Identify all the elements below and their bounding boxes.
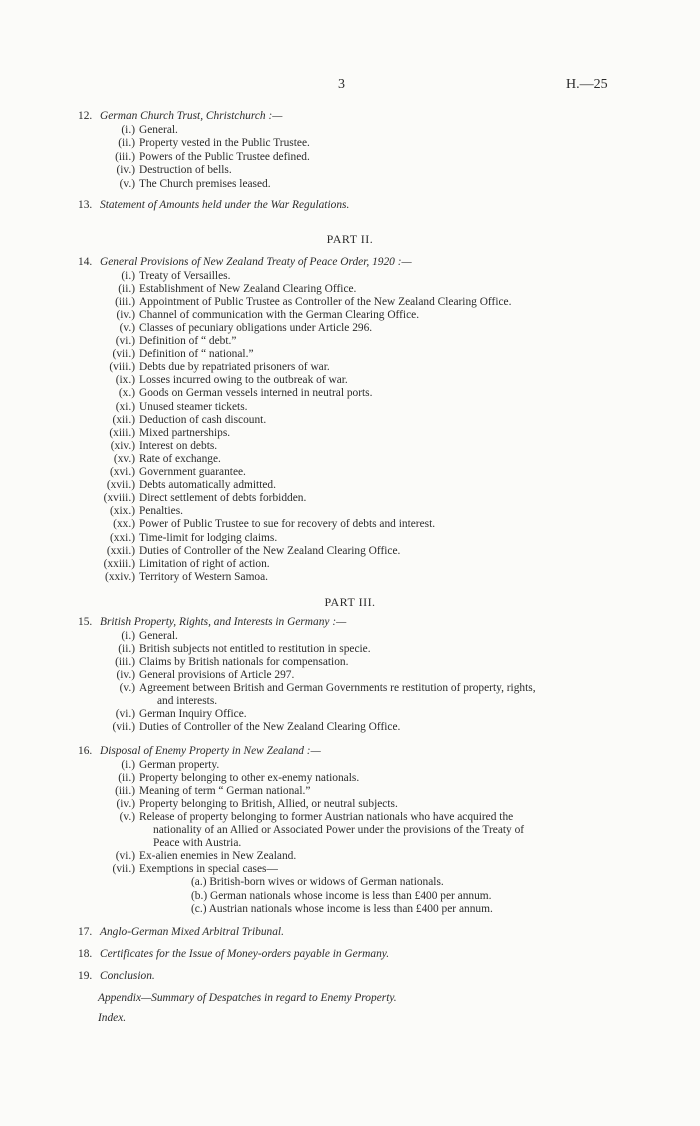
list-item-continuation: nationality of an Allied or Associated Power under the provisions of the Treaty of	[153, 824, 525, 836]
list-item: (ix.) Losses incurred owing to the outbreak of war.	[115, 374, 348, 387]
list-item: (vi.) Ex-alien enemies in New Zealand.	[115, 850, 297, 863]
list-item: (v.) The Church premises leased.	[119, 177, 271, 190]
list-item: (vi.) Definition of “ debt.”	[115, 335, 237, 347]
list-item: (iv.) General provisions of Article 297.	[116, 668, 295, 681]
section-12-heading: 12. German Church Trust, Christchurch :—	[78, 110, 283, 122]
appendix-line: Appendix—Summary of Despatches in regard to Enemy Property.	[98, 992, 397, 1004]
list-item: (vi.) German Inquiry Office.	[115, 708, 247, 721]
list-item: (ii.) Property vested in the Public Trustee.	[118, 137, 310, 149]
list-item: (i.) General.	[121, 123, 178, 136]
list-item: (viii.) Debts due by repatriated prisoners of war.	[109, 361, 330, 374]
list-item: (i.) Treaty of Versailles.	[121, 269, 231, 282]
list-item: (iv.) Property belonging to British, Allied, or neutral subjects.	[116, 797, 398, 810]
list-item-continuation: and interests.	[157, 695, 218, 707]
list-item: (i.) German property.	[121, 758, 220, 771]
list-item: (xx.) Power of Public Trustee to sue for recovery of debts and interest.	[113, 518, 436, 531]
section-19-heading: 19. Conclusion.	[78, 970, 155, 982]
list-item: (iii.) Meaning of term “ German national.”	[115, 784, 311, 797]
list-item: (v.) Release of property belonging to former Austrian nationals who have acquired the	[119, 810, 514, 823]
list-item: (x.) Goods on German vessels interned in neutral ports.	[118, 387, 373, 400]
list-item: (vii.) Duties of Controller of the New Zealand Clearing Office.	[112, 721, 401, 734]
list-item: (i.) General.	[121, 629, 178, 642]
list-item: (xxiv.) Territory of Western Samoa.	[105, 570, 269, 583]
list-item: (xiii.) Mixed partnerships.	[109, 426, 231, 439]
list-item: (ii.) Establishment of New Zealand Clearing Office.	[118, 282, 357, 295]
section-15-heading: 15. British Property, Rights, and Interests in Germany :—	[78, 616, 347, 628]
list-item: (iv.) Channel of communication with the German Clearing Office.	[116, 308, 420, 321]
list-item: (ii.) British subjects not entitled to restitution in specie.	[118, 642, 371, 655]
page-header	[0, 77, 700, 95]
list-item: (xvi.) Government guarantee.	[110, 466, 246, 478]
part-2-heading: PART II.	[326, 232, 374, 246]
list-item: (vii.) Definition of “ national.”	[112, 348, 254, 361]
list-item: (iii.) Powers of the Public Trustee defined.	[115, 150, 310, 163]
list-item: (xviii.) Direct settlement of debts forbidden.	[103, 492, 307, 505]
list-item: (iii.) Claims by British nationals for compensation.	[115, 655, 349, 668]
list-item: (xii.) Deduction of cash discount.	[112, 413, 267, 426]
list-item: (xi.) Unused steamer tickets.	[115, 400, 248, 413]
list-item: (xiv.) Interest on debts.	[110, 439, 218, 452]
page-number: 3	[338, 77, 345, 92]
section-13-heading: 13. Statement of Amounts held under the War Regulations.	[78, 199, 350, 211]
part-3-heading: PART III.	[324, 595, 376, 609]
list-item: (xv.) Rate of exchange.	[113, 452, 221, 465]
list-item-continuation: Peace with Austria.	[153, 837, 242, 850]
section-18-heading: 18. Certificates for the Issue of Money-orders payable in Germany.	[78, 948, 390, 960]
section-16-heading: 16. Disposal of Enemy Property in New Zealand :—	[78, 745, 321, 757]
section-17-heading: 17. Anglo-German Mixed Arbitral Tribunal.	[78, 926, 284, 938]
sub-list-item: (a.) British-born wives or widows of German nationals.	[191, 876, 444, 889]
list-item: (xxi.) Time-limit for lodging claims.	[110, 531, 278, 544]
list-item: (iv.) Destruction of bells.	[116, 164, 232, 176]
section-14-heading: 14. General Provisions of New Zealand Treaty of Peace Order, 1920 :—	[78, 256, 412, 268]
sub-list-item: (b.) German nationals whose income is less than £400 per annum.	[191, 889, 492, 902]
list-item: (xix.) Penalties.	[110, 505, 183, 518]
list-item: (iii.) Appointment of Public Trustee as Controller of the New Zealand Clearing Office.	[115, 295, 512, 308]
sub-list-item: (c.) Austrian nationals whose income is less than £400 per annum.	[191, 902, 493, 915]
list-item: (xxiii.) Limitation of right of action.	[103, 557, 270, 570]
list-item: (vii.) Exemptions in special cases—	[112, 863, 278, 876]
list-item: (v.) Classes of pecuniary obligations under Article 296.	[119, 321, 373, 334]
document-reference: H.—25	[566, 77, 608, 92]
list-item: (v.) Agreement between British and German Governments re restitution of property, rights,	[119, 681, 536, 694]
index-line: Index.	[98, 1012, 127, 1024]
list-item: (xvii.) Debts automatically admitted.	[106, 479, 276, 492]
list-item: (xxii.) Duties of Controller of the New Zealand Clearing Office.	[106, 544, 401, 557]
list-item: (ii.) Property belonging to other ex-enemy nationals.	[118, 771, 360, 784]
